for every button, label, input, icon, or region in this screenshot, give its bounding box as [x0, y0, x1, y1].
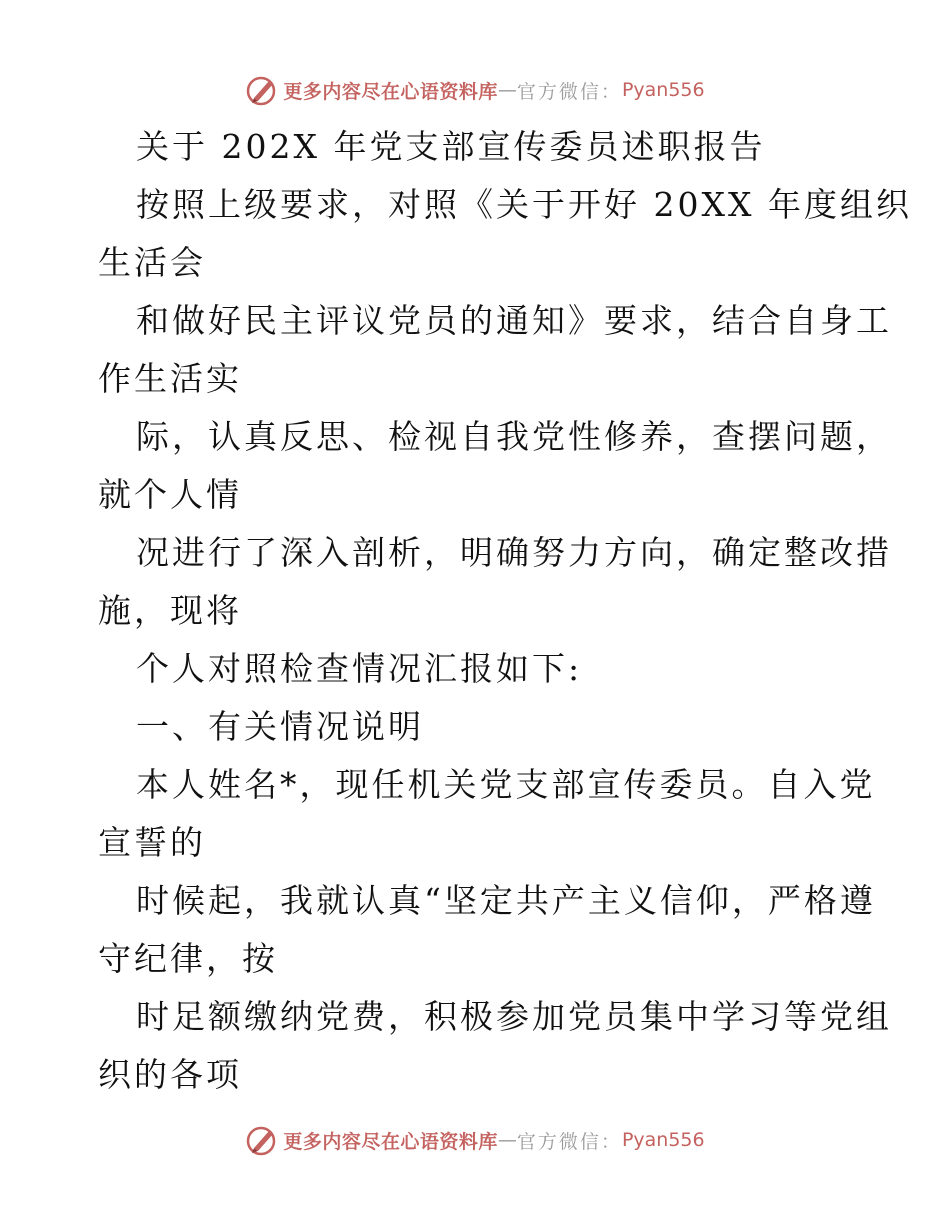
watermark-banner-top: [0, 70, 950, 110]
pen-logo-icon: [245, 73, 279, 107]
banner-wechat-id: Pyan556: [621, 1129, 705, 1151]
text-line: 和做好民主评议党员的通知》要求，结合自身工: [136, 301, 892, 340]
text-line: 个人对照检查情况汇报如下:: [136, 649, 583, 688]
banner-main-text: 更多内容尽在心语资料库: [283, 1130, 498, 1153]
banner-dash: —: [497, 79, 517, 101]
watermark-banner-bottom: [0, 1120, 950, 1160]
text-line: 生活会: [98, 243, 206, 282]
text-line: 时候起，我就认真“坚定共产主义信仰，严格遵: [136, 881, 876, 920]
text-line: 际，认真反思、检视自我党性修养，查摆问题，: [136, 417, 892, 456]
text-line: 就个人情: [98, 475, 242, 514]
banner-dash: —: [497, 1129, 517, 1151]
text-line: 时足额缴纳党费，积极参加党员集中学习等党组: [136, 997, 892, 1036]
text-line: 作生活实: [98, 359, 242, 398]
text-line: 关于 202X 年党支部宣传委员述职报告: [136, 127, 766, 166]
banner-sub-text: 官方微信：: [516, 1130, 622, 1153]
text-line: 守纪律，按: [98, 939, 278, 978]
banner-wechat-id: Pyan556: [621, 79, 705, 101]
text-line: 本人姓名*，现任机关党支部宣传委员。自入党: [136, 765, 876, 804]
text-line: 况进行了深入剖析，明确努力方向，确定整改措: [136, 533, 892, 572]
banner-sub-text: 官方微信：: [516, 80, 622, 103]
text-line: 宣誓的: [98, 823, 206, 862]
text-line: 施，现将: [98, 591, 242, 630]
document-body: [98, 118, 912, 1104]
text-line: 织的各项: [98, 1055, 242, 1094]
pen-logo-icon: [245, 1123, 279, 1157]
text-line: 按照上级要求，对照《关于开好 20XX 年度组织: [136, 185, 912, 224]
banner-main-text: 更多内容尽在心语资料库: [283, 80, 498, 103]
text-line: 一、有关情况说明: [136, 707, 424, 746]
